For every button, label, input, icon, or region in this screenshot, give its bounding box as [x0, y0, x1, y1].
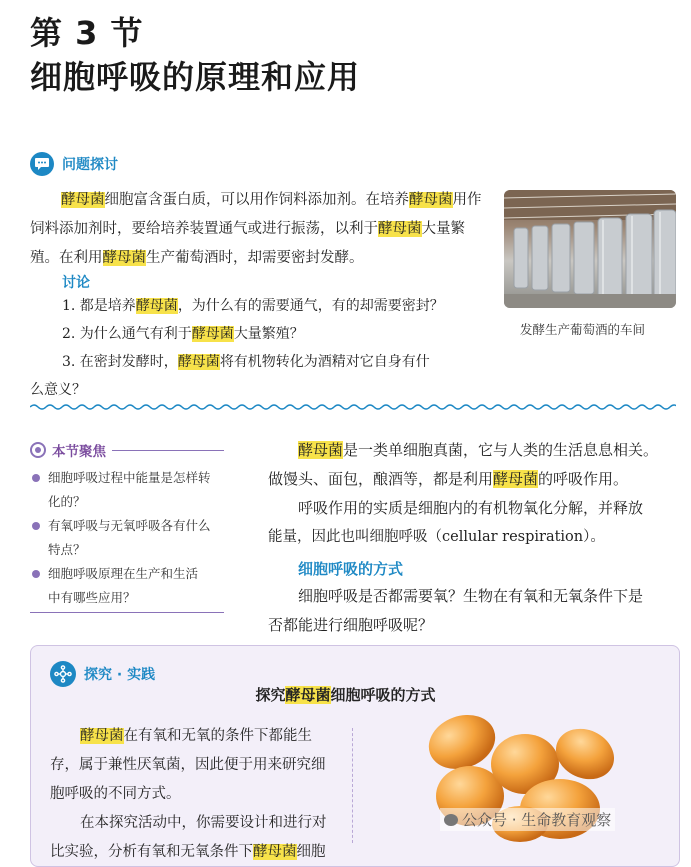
text-run: 做馒头、面包，酿酒等，都是利用 — [268, 470, 494, 488]
explore-line — [50, 722, 350, 751]
text-run: 胞呼吸的不同方式。 — [50, 786, 181, 802]
question-3-tail: 么意义？ — [30, 382, 86, 398]
text-run: 在有氧和无氧的条件下都能生 — [123, 728, 312, 744]
focus-item — [30, 514, 224, 562]
explore-line — [50, 838, 350, 867]
wavy-divider — [30, 402, 676, 412]
focus-item — [30, 466, 224, 514]
discussion-questions — [62, 292, 502, 376]
text-run: 生产葡萄酒时，却需要密封发酵。 — [146, 250, 364, 266]
chat-bubble-icon — [30, 152, 54, 176]
focus-item-line: 中有哪些应用？ — [48, 590, 136, 605]
text-run: 细胞富含蛋白质，可以用作饲料添加剂。在培养 — [104, 192, 409, 208]
watermark — [440, 808, 615, 831]
text-run: 探究 — [255, 686, 286, 704]
explore-line — [50, 751, 350, 780]
highlighted-term: 母菌 — [392, 221, 422, 237]
text-run: 将有机物转化为酒精对它自身有什 — [219, 354, 430, 370]
problem-label: 问题探讨 — [62, 157, 118, 173]
text-run: 用作饲料添加剂时，要给培养装置通气或进行振荡，以利于 — [30, 192, 482, 237]
photo-caption: 发酵生产葡萄酒的车间 — [520, 322, 646, 337]
text-run: 3. 在密封发酵时， — [62, 354, 178, 370]
focus-sidebar — [30, 440, 224, 613]
highlighted-term: 酵母菌 — [177, 354, 220, 370]
highlighted-term: 酵 — [378, 221, 393, 237]
highlighted-term: 菌 — [438, 192, 453, 208]
focus-item-line: 有氧呼吸与无氧呼吸各有什么 — [48, 518, 211, 533]
subheading: 细胞呼吸的方式 — [298, 560, 404, 578]
focus-item-line: 细胞呼吸原理在生产和生活 — [48, 566, 199, 581]
highlighted-term: 酵母菌 — [80, 728, 124, 744]
text-run: 是一类单细胞真菌，它与人类的生活息息相关。 — [343, 441, 659, 459]
discussion-question — [62, 320, 502, 348]
target-icon — [30, 442, 46, 458]
text-run: 细胞 — [296, 844, 326, 860]
main-text — [268, 436, 678, 640]
explore-line — [50, 780, 350, 809]
explore-label: 探究 · 实践 — [84, 667, 156, 683]
focus-item — [30, 562, 224, 610]
highlighted-term: 酵母菌 — [191, 326, 234, 342]
text-run: 2. 为什么通气有利于 — [62, 326, 192, 342]
text-run: 存，属于兼性厌氧菌，因此便于用来研究细 — [50, 757, 326, 773]
paragraph-1-line-1 — [268, 436, 678, 465]
problem-header — [30, 152, 118, 176]
text-run: 1. 都是培养 — [62, 298, 136, 314]
focus-label: 本节聚焦 — [52, 444, 106, 460]
focus-list — [30, 466, 224, 610]
dashed-divider — [352, 728, 353, 843]
explore-line — [50, 809, 350, 838]
text-run: 大量繁殖？ — [233, 326, 304, 342]
focus-header — [30, 440, 224, 460]
paragraph-1-line-2 — [268, 465, 678, 494]
highlighted-term: 酵母菌 — [61, 192, 105, 208]
discussion-label: 讨论 — [62, 275, 90, 291]
highlighted-term: 酵母菌 — [135, 298, 178, 314]
text-run: 比实验，分析有氧和无氧条件下 — [50, 844, 253, 860]
wechat-icon — [444, 814, 458, 826]
text-run: 大量繁殖。在利用 — [30, 221, 465, 266]
problem-paragraph — [30, 186, 490, 273]
focus-item-line: 特点？ — [48, 542, 86, 557]
highlighted-term: 酵母菌 — [298, 441, 344, 459]
text-run: 在本探究活动中，你需要设计和进行对 — [80, 815, 327, 831]
paragraph-2-line-1: 呼吸作用的实质是细胞内的有机物氧化分解，并释放 — [298, 499, 644, 517]
highlighted-term: 酵母菌 — [102, 250, 146, 266]
explore-text — [50, 722, 350, 867]
text-run: 细胞呼吸的方式 — [330, 686, 436, 704]
highlighted-term: 酵母 — [409, 192, 438, 208]
discussion-question — [62, 348, 502, 376]
paragraph-2-line-2: 能量，因此也叫细胞呼吸（cellular respiration）。 — [268, 529, 605, 545]
text-run: ，为什么有的需要通气，有的却需要密封？ — [177, 298, 444, 314]
focus-item-line: 化的？ — [48, 494, 86, 509]
winery-photo — [504, 190, 676, 308]
highlighted-term: 酵母菌 — [285, 686, 331, 704]
page-title: 细胞呼吸的原理和应用 — [30, 58, 361, 96]
highlighted-term: 酵母菌 — [493, 470, 539, 488]
text-run: 的呼吸作用。 — [538, 470, 629, 488]
section-number: 第 3 节 — [30, 14, 144, 52]
watermark-text: 公众号 · 生命教育观察 — [462, 811, 612, 829]
paragraph-3-line-2: 否都能进行细胞呼吸呢？ — [268, 616, 434, 634]
highlighted-term: 酵母菌 — [253, 844, 297, 860]
discussion-question — [62, 292, 502, 320]
paragraph-3-line-1: 细胞呼吸是否都需要氧？生物在有氧和无氧条件下是 — [298, 587, 644, 605]
focus-item-line: 细胞呼吸过程中能量是怎样转 — [48, 470, 211, 485]
